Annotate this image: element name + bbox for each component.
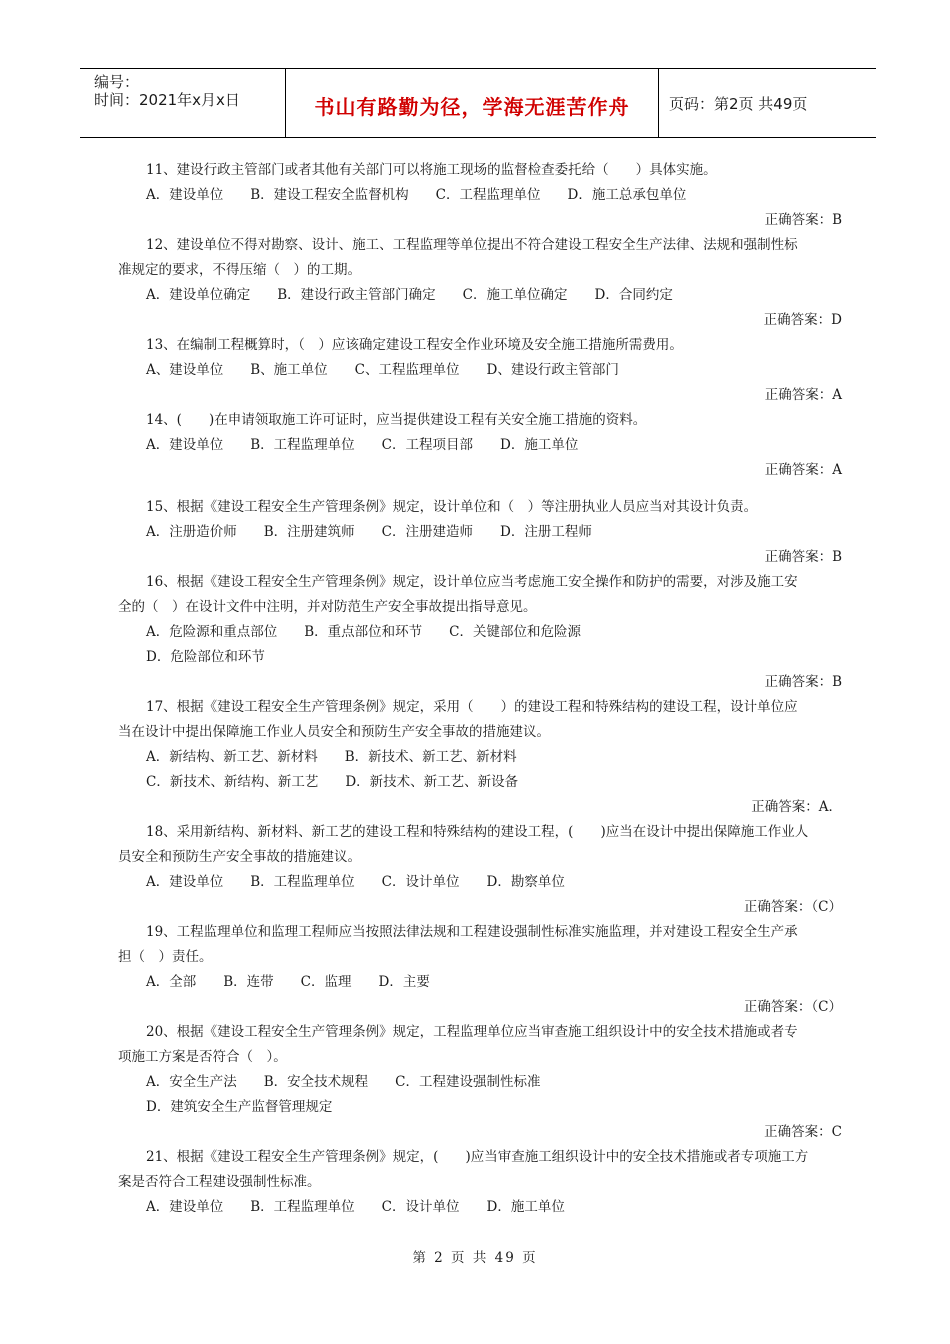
spacer [118, 483, 842, 495]
question-text: 17、根据《建设工程安全生产管理条例》规定，采用（ ）的建设工程和特殊结构的建设工程，设计单位应 [146, 699, 798, 715]
answer-options: A．建设单位 B．建设工程安全监督机构 C．工程监理单位 D．施工总承包单位 [146, 187, 687, 203]
answer-options: A．注册造价师 B．注册建筑师 C．注册建造师 D．注册工程师 [146, 524, 592, 540]
question-text-continued: 担（ ）责任。 [118, 949, 213, 965]
answer-options: A．建设单位确定 B．建设行政主管部门确定 C．施工单位确定 D．合同约定 [146, 287, 673, 303]
question-text: 19、工程监理单位和监理工程师应当按照法律法规和工程建设强制性标准实施监理，并对建设工程安全生产承 [146, 924, 798, 940]
correct-answer: 正确答案：（C） [743, 899, 842, 915]
answer-options: A．建设单位 B．工程监理单位 C．设计单位 D．施工单位 [146, 1199, 565, 1215]
header-motto: 书山有路勤为径，学海无涯苦作舟 [314, 95, 630, 119]
header-page-cell [659, 69, 876, 137]
question-text-continued: 准规定的要求，不得压缩（ ）的工期。 [118, 262, 361, 278]
correct-answer: 正确答案：B [764, 549, 842, 565]
answer-options: D．危险部位和环节 [146, 649, 265, 665]
answer-options: A．建设单位 B．工程监理单位 C．设计单位 D．勘察单位 [146, 874, 565, 890]
header-page-info: 页码：第2页 共49页 [669, 95, 808, 113]
correct-answer: 正确答案：D [763, 312, 842, 328]
question-text: 20、根据《建设工程安全生产管理条例》规定，工程监理单位应当审查施工组织设计中的安全技术措施或者专 [146, 1024, 798, 1040]
answer-options: A．新结构、新工艺、新材料 B．新技术、新工艺、新材料 [146, 749, 517, 765]
document-date-label: 时间：2021年x月x日 [94, 91, 240, 109]
question-text-continued: 全的（ ）在设计文件中注明，并对防范生产安全事故提出指导意见。 [118, 599, 537, 615]
question-list [118, 158, 842, 1220]
question-text: 14、( )在申请领取施工许可证时，应当提供建设工程有关安全施工措施的资料。 [146, 412, 647, 428]
question-text: 15、根据《建设工程安全生产管理条例》规定，设计单位和（ ）等注册执业人员应当对其设计负责。 [146, 499, 758, 515]
correct-answer: 正确答案：C [764, 1124, 842, 1140]
page-header [80, 68, 876, 138]
header-meta-cell [80, 69, 285, 137]
answer-options: C．新技术、新结构、新工艺 D．新技术、新工艺、新设备 [146, 774, 519, 790]
question-text-continued: 案是否符合工程建设强制性标准。 [118, 1174, 321, 1190]
answer-options: A．安全生产法 B．安全技术规程 C．工程建设强制性标准 [146, 1074, 541, 1090]
answer-options: A．建设单位 B．工程监理单位 C．工程项目部 D．施工单位 [146, 437, 579, 453]
document-number-label: 编号： [94, 73, 140, 91]
question-text-continued: 当在设计中提出保障施工作业人员安全和预防生产安全事故的措施建议。 [118, 724, 550, 740]
correct-answer: 正确答案：B [764, 212, 842, 228]
correct-answer: 正确答案：A． [751, 799, 842, 815]
correct-answer: 正确答案：B [764, 674, 842, 690]
correct-answer: 正确答案：A [764, 387, 842, 403]
question-text: 18、采用新结构、新材料、新工艺的建设工程和特殊结构的建设工程，( )应当在设计中提出保障施工作业人 [146, 824, 809, 840]
header-motto-cell [285, 69, 659, 137]
question-text-continued: 项施工方案是否符合（ ）。 [118, 1049, 287, 1065]
question-text: 13、在编制工程概算时，（ ）应该确定建设工程安全作业环境及安全施工措施所需费用。 [146, 337, 683, 353]
correct-answer: 正确答案：（C） [743, 999, 842, 1015]
question-text: 11、建设行政主管部门或者其他有关部门可以将施工现场的监督检查委托给（ ）具体实施。 [146, 162, 717, 178]
question-text-continued: 员安全和预防生产安全事故的措施建议。 [118, 849, 361, 865]
question-text: 12、建设单位不得对勘察、设计、施工、工程监理等单位提出不符合建设工程安全生产法律、法规和强制性标 [146, 237, 798, 253]
question-text: 16、根据《建设工程安全生产管理条例》规定，设计单位应当考虑施工安全操作和防护的需要，对涉及施工安 [146, 574, 798, 590]
answer-options: A．危险源和重点部位 B．重点部位和环节 C．关键部位和危险源 [146, 624, 581, 640]
answer-options: A．全部 B．连带 C．监理 D．主要 [146, 974, 430, 990]
correct-answer: 正确答案：A [764, 462, 842, 478]
answer-options: D．建筑安全生产监督管理规定 [146, 1099, 333, 1115]
question-text: 21、根据《建设工程安全生产管理条例》规定，( )应当审查施工组织设计中的安全技术措施或者专项施工方 [146, 1149, 809, 1165]
answer-options: A、建设单位 B、施工单位 C、工程监理单位 D、建设行政主管部门 [146, 362, 619, 378]
page-footer: 第 2 页 共 49 页 [412, 1250, 538, 1266]
